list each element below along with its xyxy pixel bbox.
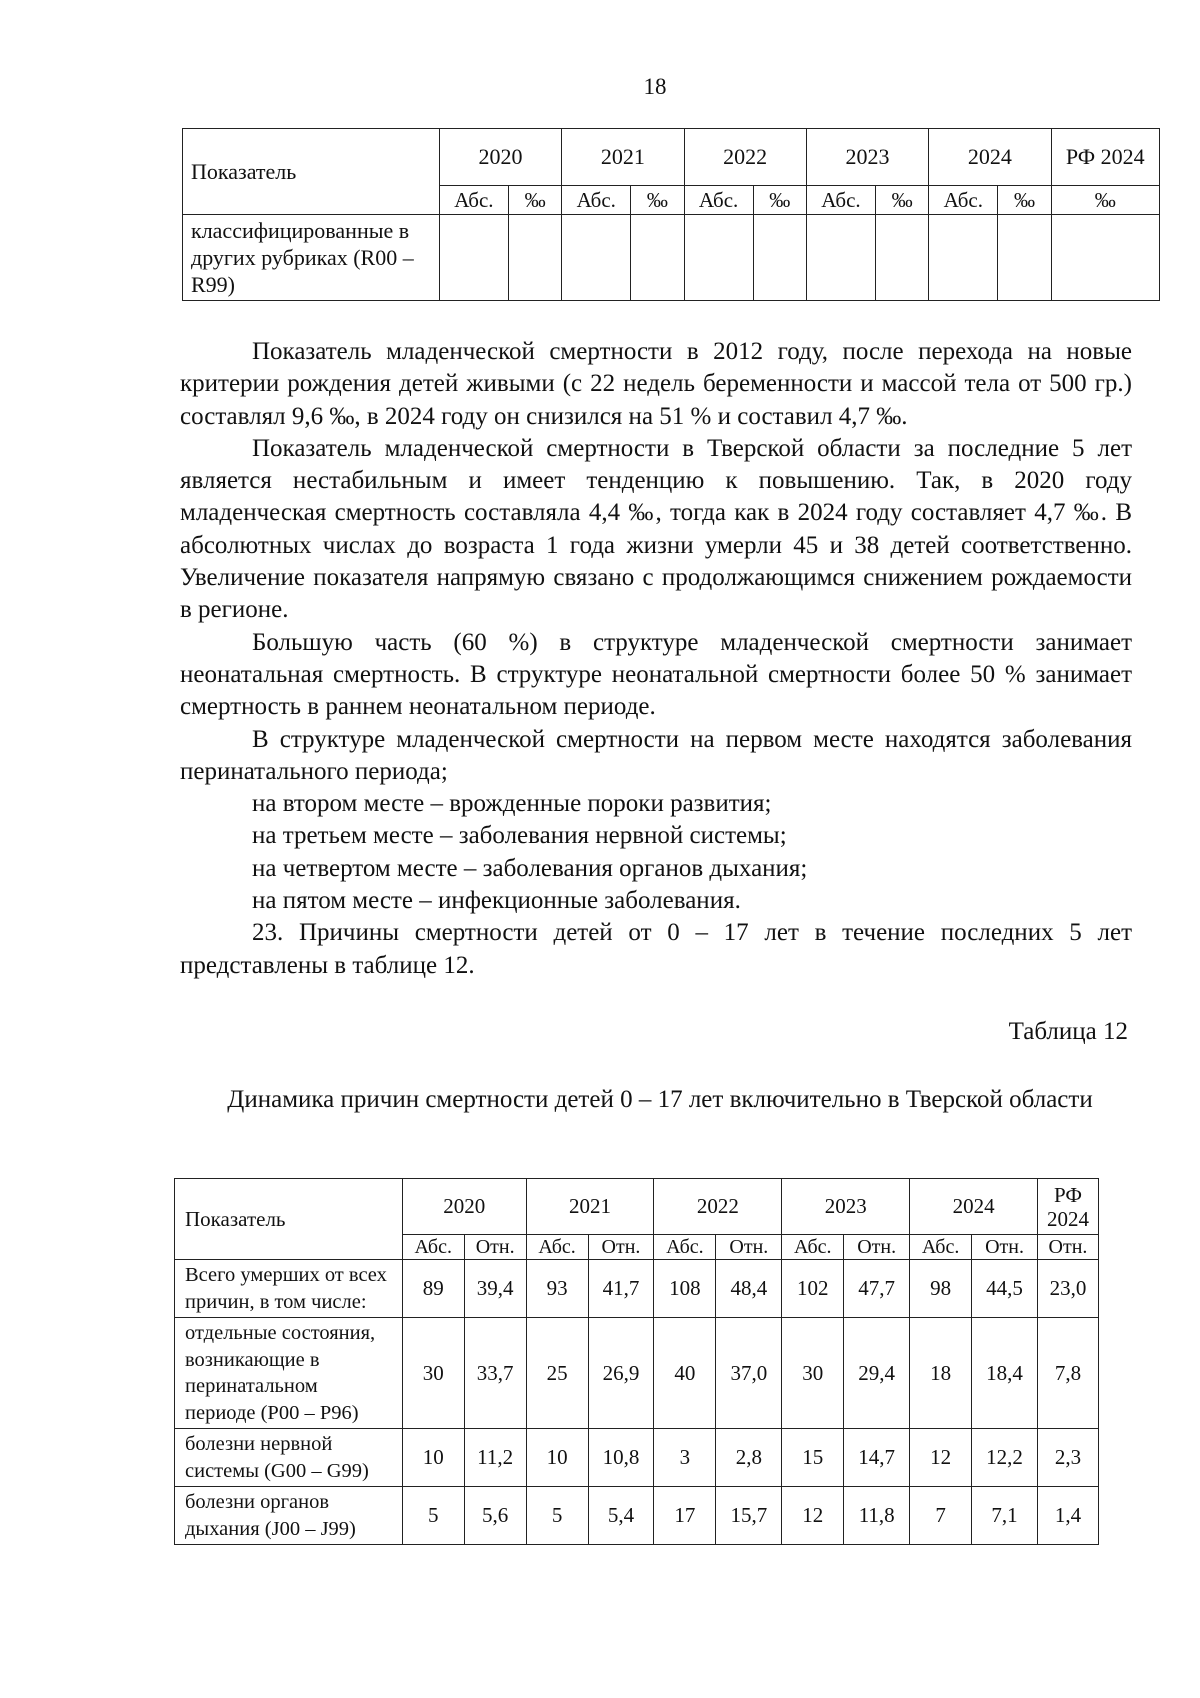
header-label: Показатель: [175, 1179, 403, 1260]
cell: 41,7: [588, 1260, 654, 1318]
cell: 11,8: [844, 1487, 910, 1545]
table-row: [183, 215, 1160, 301]
sub-rel: Отн.: [1037, 1235, 1098, 1260]
table-number-label: Таблица 12: [1008, 1018, 1128, 1045]
cell: 14,7: [844, 1429, 910, 1487]
list-item: на четвертом месте – заболевания органов дыхания;: [252, 854, 808, 882]
sub-rel: ‰: [631, 186, 684, 215]
cell: 18: [910, 1318, 972, 1429]
cell: 40: [654, 1318, 716, 1429]
cell: 108: [654, 1260, 716, 1318]
list-item: на третьем месте – заболевания нервной системы;: [252, 822, 787, 850]
sub-rel: ‰: [998, 186, 1051, 215]
row-label: классифицированные в других рубриках (R00 – R99): [183, 215, 440, 301]
cell: 17: [654, 1487, 716, 1545]
paragraph: Показатель младенческой смертности в Тверской области за последние 5 лет является нестабильным и имеет тенденцию к повышению. Так, в 2020 году младенческая смертность составляла 4,4 ‰, тогда как в 2024 году составляет 4,7 ‰. В абсолютных числах до возраста 1 года жизни умерли 45 и 38 детей соответственно. Увеличение показателя напрямую связано с продолжающимся снижением рождаемости в регионе.: [180, 434, 1132, 624]
sub-rel: ‰: [876, 186, 929, 215]
year-header: 2023: [806, 129, 928, 186]
row-label: болезни органов дыхания (J00 – J99): [175, 1487, 403, 1545]
paragraph: Большую часть (60 %) в структуре младенческой смертности занимает неонатальная смертность. В структуре неонатальной смертности более 50 % занимает смертность в раннем неонатальном периоде.: [180, 628, 1132, 721]
table-title: Динамика причин смертности детей 0 – 17 лет включительно в Тверской области: [227, 1086, 1093, 1113]
cell: 29,4: [844, 1318, 910, 1429]
cell: 5: [526, 1487, 588, 1545]
cell: 44,5: [972, 1260, 1038, 1318]
cell: [929, 215, 998, 301]
cell: 30: [402, 1318, 464, 1429]
cell: 89: [402, 1260, 464, 1318]
year-header: 2024: [910, 1179, 1038, 1235]
cell: 7: [910, 1487, 972, 1545]
cell: 7,1: [972, 1487, 1038, 1545]
cell: 15,7: [716, 1487, 782, 1545]
cell: 93: [526, 1260, 588, 1318]
sub-abs: Абс.: [782, 1235, 844, 1260]
cell: 15: [782, 1429, 844, 1487]
cell: [684, 215, 753, 301]
year-header: 2022: [684, 129, 806, 186]
row-label: отдельные состояния, возникающие в перинатальном периоде (P00 – P96): [175, 1318, 403, 1429]
sub-abs: Абс.: [439, 186, 508, 215]
cell: 5: [402, 1487, 464, 1545]
sub-rel: Отн.: [972, 1235, 1038, 1260]
sub-rel: Отн.: [588, 1235, 654, 1260]
cell: [562, 215, 631, 301]
list-item: на втором месте – врожденные пороки развития;: [252, 790, 772, 818]
cell: [753, 215, 806, 301]
body-text: [180, 336, 1132, 982]
cell: 18,4: [972, 1318, 1038, 1429]
cell: [439, 215, 508, 301]
row-label: Всего умерших от всех причин, в том числе:: [175, 1260, 403, 1318]
cell: [876, 215, 929, 301]
sub-abs: Абс.: [929, 186, 998, 215]
cell: [806, 215, 875, 301]
paragraph: В структуре младенческой смертности на первом месте находятся заболевания перинатального периода;: [180, 725, 1132, 785]
cell: 11,2: [464, 1429, 526, 1487]
cell: [508, 215, 561, 301]
year-header: 2020: [439, 129, 561, 186]
cell: 30: [782, 1318, 844, 1429]
year-header: 2023: [782, 1179, 910, 1235]
cell: 25: [526, 1318, 588, 1429]
cell: 12: [782, 1487, 844, 1545]
cell: 12,2: [972, 1429, 1038, 1487]
table-row: [175, 1429, 1099, 1487]
cell: 48,4: [716, 1260, 782, 1318]
cell: [998, 215, 1051, 301]
rf-header: РФ 2024: [1037, 1179, 1098, 1235]
sub-abs: Абс.: [806, 186, 875, 215]
cell: 7,8: [1037, 1318, 1098, 1429]
sub-rel: Отн.: [844, 1235, 910, 1260]
cell: 26,9: [588, 1318, 654, 1429]
cell: 39,4: [464, 1260, 526, 1318]
year-header: 2020: [402, 1179, 526, 1235]
sub-abs: Абс.: [684, 186, 753, 215]
cell: 23,0: [1037, 1260, 1098, 1318]
cell: 3: [654, 1429, 716, 1487]
cell: 33,7: [464, 1318, 526, 1429]
sub-rel: Отн.: [464, 1235, 526, 1260]
cell: [1051, 215, 1159, 301]
cell: 10: [526, 1429, 588, 1487]
table-row: [175, 1487, 1099, 1545]
sub-abs: Абс.: [402, 1235, 464, 1260]
cell: 10: [402, 1429, 464, 1487]
paragraph: Показатель младенческой смертности в 2012 году, после перехода на новые критерии рождения детей живыми (с 22 недель беременности и массой тела от 500 гр.) составлял 9,6 ‰, в 2024 году он снизился на 51 % и составил 4,7 ‰.: [180, 338, 1132, 430]
cell: 47,7: [844, 1260, 910, 1318]
cell: 5,6: [464, 1487, 526, 1545]
sub-abs: Абс.: [654, 1235, 716, 1260]
table-12: [174, 1178, 1099, 1545]
row-label: болезни нервной системы (G00 – G99): [175, 1429, 403, 1487]
cell: 2,3: [1037, 1429, 1098, 1487]
year-header: 2022: [654, 1179, 782, 1235]
sub-abs: Абс.: [562, 186, 631, 215]
cell: 12: [910, 1429, 972, 1487]
cell: 98: [910, 1260, 972, 1318]
cell: 10,8: [588, 1429, 654, 1487]
cell: 1,4: [1037, 1487, 1098, 1545]
cell: 102: [782, 1260, 844, 1318]
sub-rel: ‰: [753, 186, 806, 215]
sub-rel: Отн.: [716, 1235, 782, 1260]
table-row: [175, 1260, 1099, 1318]
page-number: 18: [643, 74, 667, 99]
sub-rel: ‰: [508, 186, 561, 215]
sub-abs: Абс.: [526, 1235, 588, 1260]
header-label: Показатель: [183, 129, 440, 215]
year-header: 2021: [526, 1179, 654, 1235]
table-continuation: [182, 128, 1160, 301]
cell: 37,0: [716, 1318, 782, 1429]
table-row: [175, 1318, 1099, 1429]
cell: 5,4: [588, 1487, 654, 1545]
rf-header: РФ 2024: [1051, 129, 1159, 186]
sub-rel: ‰: [1051, 186, 1159, 215]
cell: [631, 215, 684, 301]
year-header: 2021: [562, 129, 684, 186]
list-item: на пятом месте – инфекционные заболевания.: [252, 887, 741, 915]
cell: 2,8: [716, 1429, 782, 1487]
paragraph: 23. Причины смертности детей от 0 – 17 лет в течение последних 5 лет представлены в таблице 12.: [180, 919, 1132, 979]
year-header: 2024: [929, 129, 1051, 186]
sub-abs: Абс.: [910, 1235, 972, 1260]
